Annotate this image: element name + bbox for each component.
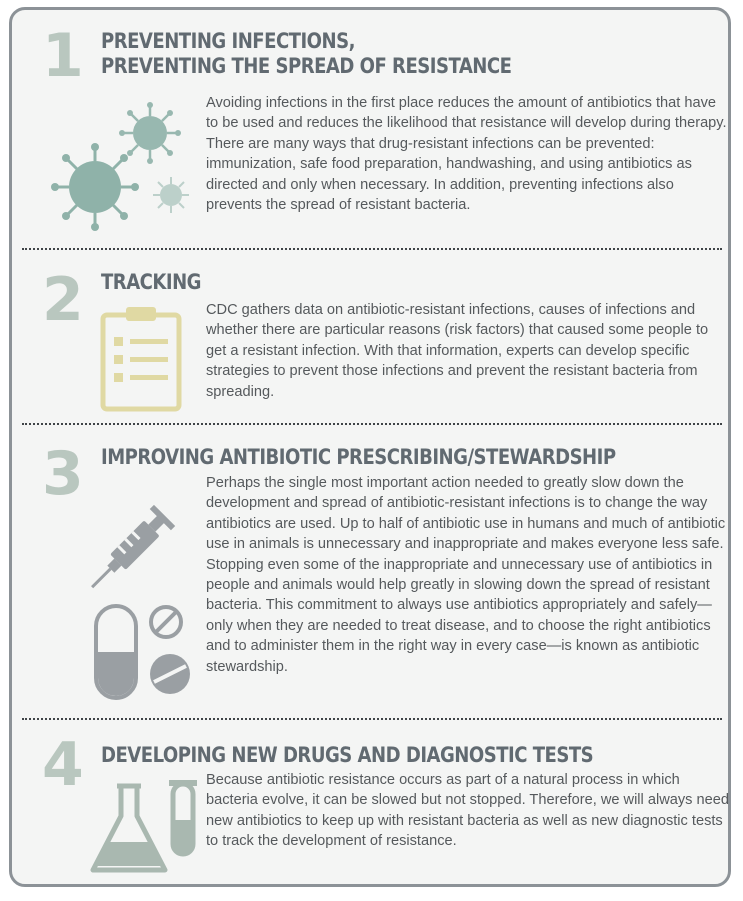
flask-icon [87, 772, 202, 880]
syringe-icon [82, 488, 192, 598]
section-title: DEVELOPING NEW DRUGS AND DIAGNOSTIC TESTS [101, 743, 594, 767]
section-number: 1 [42, 21, 84, 91]
section-title: TRACKING [101, 270, 201, 294]
section-divider [22, 423, 722, 425]
infographic-card [9, 7, 731, 887]
section-number: 3 [42, 439, 84, 509]
section-body: Because antibiotic resistance occurs as part of a natural process in which bacteria evolve, it can be slowed but not stopped. Therefore, we will always need new antibiotics to keep up with resistant bacteria as well as new diagnostic tests to track the development of resistance. [206, 772, 729, 850]
section-title [101, 29, 511, 79]
section-divider [22, 248, 722, 250]
clipboard-icon [100, 305, 184, 413]
section-number: 2 [42, 265, 84, 335]
section-title: IMPROVING ANTIBIOTIC PRESCRIBING/STEWARDSHIP [101, 445, 616, 469]
section-title-line: PREVENTING INFECTIONS, [101, 29, 355, 53]
virus-icon [47, 95, 197, 235]
pills-icon [92, 600, 202, 705]
section-body: Avoiding infections in the first place reduces the amount of antibiotics that have to be used and reduces the likelihood that resistance will develop during therapy. There are many ways that drug-resistant infections can be prevented: immunization, safe food preparation, handwashing, and using antibiotics as directed and only when necessary. In addition, preventing infections also prevents the spread of resistant bacteria. [206, 95, 727, 214]
section-title-line: PREVENTING THE SPREAD OF RESISTANCE [101, 54, 512, 78]
section-body: CDC gathers data on antibiotic-resistant infections, causes of infections and whether there are particular reasons (risk factors) that caused some people to get a resistant infection. With that information, experts can develop specific strategies to prevent those infections and prevent the resistant bacteria from spreading. [206, 302, 709, 400]
section-number: 4 [42, 730, 84, 800]
section-body: Perhaps the single most important action needed to greatly slow down the development and spread of antibiotic-resistant infections is to change the way antibiotics are used. Up to half of antibiotic use in humans and much of antibiotic use in animals is unnecessary and inappropriate and makes everyone less safe. Stopping even some of the inappropriate and unnecessary use of antibiotics in people and animals would help greatly in slowing down the spread of resistant bacteria. This commitment to always use antibiotics appropriately and safely—only when they are needed to treat disease, and to choose the right antibiotics and to administer them in the right way in every case—is known as antibiotic stewardship. [206, 475, 726, 675]
section-divider [22, 718, 722, 720]
